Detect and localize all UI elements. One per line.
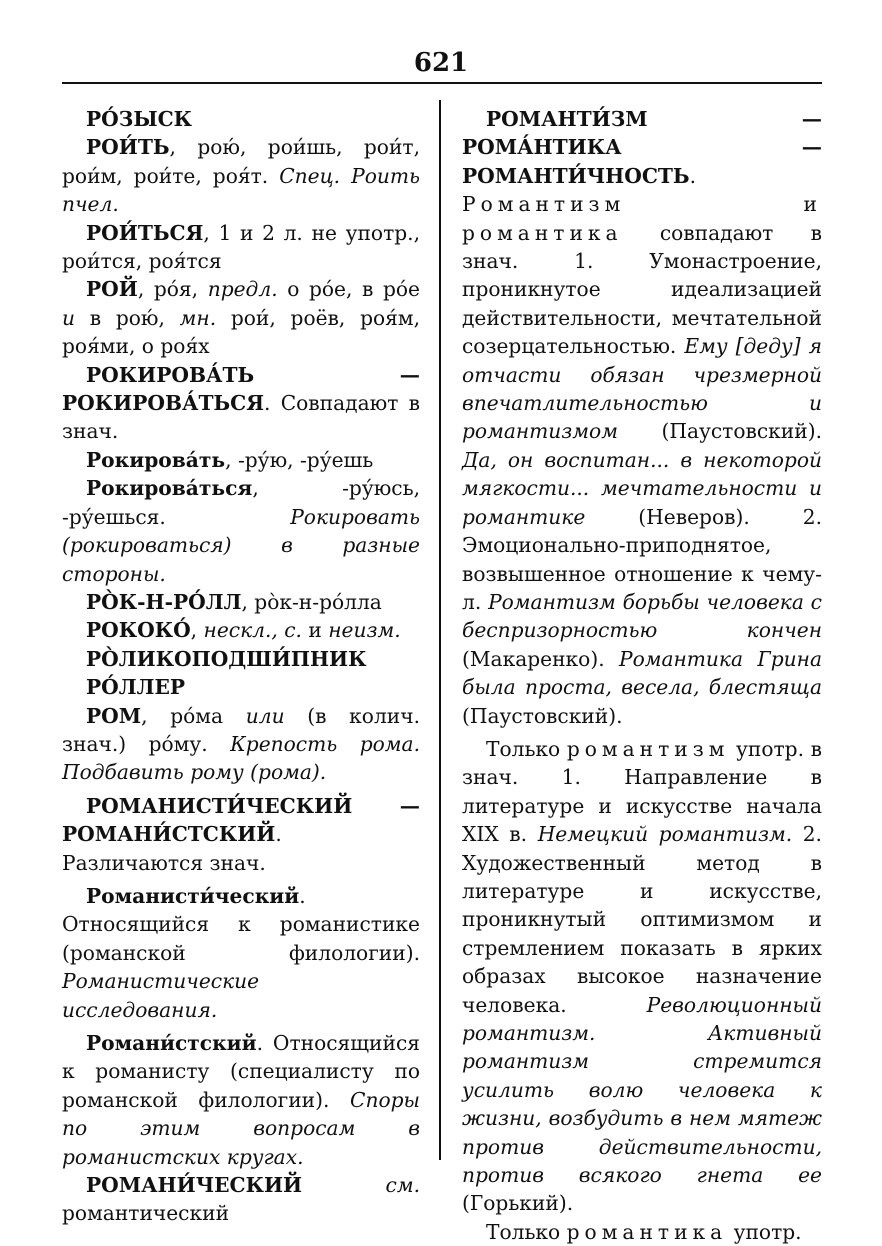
entry-rolikopodshipnik: РО̀ЛИКОПОДШИ́ПНИК bbox=[86, 646, 367, 671]
entry-rock-n-roll: РО̀К-Н-РО́ЛЛ, ро̀к-н-ро́лла bbox=[86, 589, 382, 614]
entry-rozysk: РО́ЗЫСК bbox=[86, 107, 193, 131]
header-rule bbox=[62, 82, 822, 84]
entry-tolko-romantizm: Только романтизм употр. в знач. 1. Направление в литературе и искусстве начала XIX в. Немецкий романтизм. 2. Художественный метод в литературе и искусстве, проникнутый оптимизмом и стремлением показать в ярких образах высокое назначение человека. Революционный романтизм. Активный романтизм стремится усилить волю человека к жизни, возбудить в нем мятеж против действительности, против всякого гнета ее (Горький). bbox=[462, 736, 822, 1216]
entry-roller: РО́ЛЛЕР bbox=[86, 675, 186, 700]
headword: Рокирова́ться bbox=[86, 476, 253, 501]
entry-romanisticheskiy: Романисти́ческий. Относящийся к романистике (романской филологии). Романистические исследования. bbox=[62, 883, 420, 1022]
entry-rokirovat: Рокирова́ть, -ру́ю, -ру́ешь bbox=[86, 447, 374, 472]
headword: РОМАНИ́ЧЕСКИЙ bbox=[86, 1173, 303, 1198]
entry-roit: РОИ́ТЬ, рою́, рои́шь, рои́т, рои́м, рои́те, роя́т. Спец. Роить пчел. bbox=[62, 135, 420, 217]
headword: РОМАНИСТИ́ЧЕСКИЙ — РОМАНИ́СТСКИЙ bbox=[62, 793, 420, 847]
column-divider bbox=[439, 100, 441, 1160]
entry-romanisticheskiy-pair: РОМАНИСТИ́ЧЕСКИЙ — РОМАНИ́СТСКИЙ. Различаются знач. bbox=[62, 793, 420, 875]
entry-romantizm: РОМАНТИ́ЗМ — РОМА́НТИКА — РОМАНТИ́ЧНОСТЬ. Романтизм и романтика совпадают в знач. 1. Умонастроение, проникнутое идеализацией действительности, мечтательной созерцательностью. Ему [деду] я отчасти обязан чрезмерной впечатлительностью и романтизмом (Паустовский). Да, он воспитан... в некоторой мягкости... мечтательности и романтике (Неверов). 2. Эмоционально-приподнятое, возвышенное отношение к чему-л. Романтизм борьбы человека с беспризорностью кончен (Макаренко). Романтика Грина была проста, весела, блестяща (Паустовский). bbox=[462, 107, 822, 728]
headword: РОКОКО́ bbox=[86, 618, 191, 643]
entry-roitsya: РОИ́ТЬСЯ, 1 и 2 л. не употр., рои́тся, роя́тся bbox=[62, 220, 420, 274]
entry-rokirovat-pair: РОКИРОВА́ТЬ — РОКИРОВА́ТЬСЯ. Совпадают в знач. bbox=[62, 362, 420, 444]
entry-rokirovatsya: Рокирова́ться, -ру́юсь, -ру́ешься. Рокировать (рокироваться) в разные стороны. bbox=[62, 476, 420, 586]
headword: РОКИРОВА́ТЬ — РОКИРОВА́ТЬСЯ bbox=[62, 362, 420, 416]
headword: РОЙ bbox=[86, 277, 138, 302]
headword: Романи́стский bbox=[86, 1031, 257, 1055]
entry-roy: РОЙ, ро́я, предл. о ро́е, в ро́е и в рою́, мн. рои́, роёв, роя́м, роя́ми, о роя́х bbox=[62, 277, 420, 359]
headword: Романисти́ческий bbox=[86, 883, 300, 908]
headword: РОИ́ТЬСЯ bbox=[86, 220, 204, 245]
entry-romanicheskiy: РОМАНИ́ЧЕСКИЙ см. романтический bbox=[62, 1173, 420, 1226]
headword: РОМ bbox=[86, 703, 142, 728]
entry-rokoko: РОКОКО́, нескл., с. и неизм. bbox=[86, 618, 401, 643]
entry-rom: РОМ, ро́ма или (в колич. знач.) ро́му. Крепость рома. Подбавить рому (рома). bbox=[62, 703, 420, 785]
headword: РОМАНТИ́ЗМ — РОМА́НТИКА — РОМАНТИ́ЧНОСТЬ bbox=[462, 107, 822, 188]
headword: РО̀К-Н-РО́ЛЛ bbox=[86, 589, 242, 614]
right-column bbox=[462, 105, 822, 1246]
page-number: 621 bbox=[413, 48, 469, 78]
entry-romanistskiy: Романи́стский. Относящийся к романисту (специалисту по романской филологии). Споры по этим вопросам в романистских кругах. bbox=[62, 1031, 420, 1169]
entry-tolko-romantika: Только романтика употр. bbox=[486, 1219, 802, 1244]
headword: РОИ́ТЬ bbox=[86, 135, 170, 160]
headword: Рокирова́ть bbox=[86, 447, 226, 472]
left-column bbox=[62, 105, 420, 1228]
